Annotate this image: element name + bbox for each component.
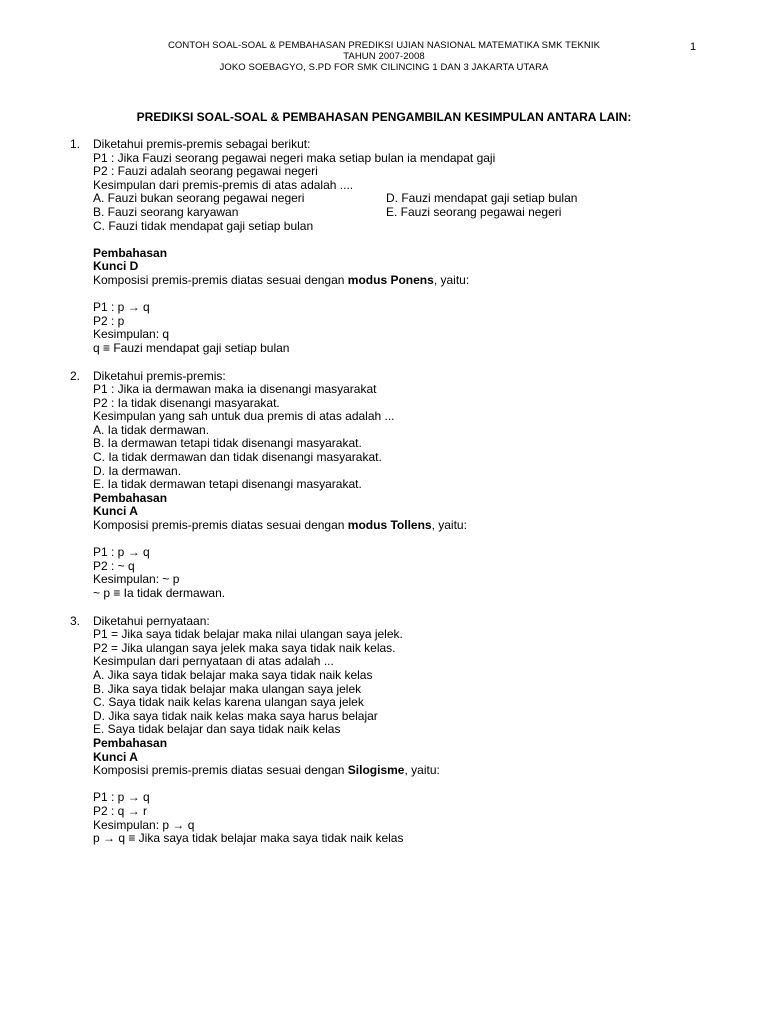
question-number: 2.	[70, 368, 81, 383]
question-1	[70, 138, 730, 356]
option-e: E. Fauzi seorang pegawai negeri	[386, 204, 562, 219]
question-number: 3.	[70, 613, 81, 628]
solution-line-3: Kesimpulan: q	[93, 327, 170, 342]
question-ask: Kesimpulan yang sah untuk dua premis di atas adalah ...	[93, 409, 395, 424]
solution-line-3: Kesimpulan: ~ p	[93, 572, 180, 587]
premise-1: P1 = Jika saya tidak belajar maka nilai ulangan saya jelek.	[93, 627, 403, 642]
question-ask: Kesimpulan dari pernyataan di atas adalah ...	[93, 654, 334, 669]
question-2	[70, 370, 730, 601]
solution-line-1: P1 : p → q	[93, 300, 150, 315]
option-d: D. Ia dermawan.	[93, 463, 182, 478]
question-3	[70, 615, 730, 846]
premise-1: P1 : Jika ia dermawan maka ia disenangi masyarakat	[93, 382, 377, 397]
page-header	[0, 40, 768, 73]
answer-key: Kunci A	[93, 504, 138, 519]
pembahasan-heading: Pembahasan	[93, 245, 168, 260]
rule-name: modus Tollens	[347, 518, 432, 533]
option-a: A. Ia tidak dermawan.	[93, 422, 210, 437]
composition-text: Komposisi premis-premis diatas sesuai dengan modus Ponens, yaitu:	[93, 272, 470, 287]
option-b: B. Fauzi seorang karyawan	[93, 204, 239, 219]
solution-line-1: P1 : p → q	[93, 790, 150, 805]
option-c: C. Fauzi tidak mendapat gaji setiap bulan	[93, 218, 314, 233]
composition-text: Komposisi premis-premis diatas sesuai dengan Silogisme, yaitu:	[93, 763, 440, 778]
composition-text: Komposisi premis-premis diatas sesuai dengan modus Tollens, yaitu:	[93, 518, 467, 533]
rule-name: Silogisme	[347, 763, 405, 778]
solution-line-2: P2 : q → r	[93, 803, 148, 818]
option-b: B. Ia dermawan tetapi tidak disenangi masyarakat.	[93, 436, 362, 451]
question-stem: Diketahui pernyataan:	[93, 613, 210, 628]
option-d: D. Fauzi mendapat gaji setiap bulan	[386, 191, 578, 206]
option-c: C. Ia tidak dermawan dan tidak disenangi masyarakat.	[93, 450, 382, 465]
options-row-1	[93, 192, 730, 206]
option-c: C. Saya tidak naik kelas karena ulangan saya jelek	[93, 695, 364, 710]
premise-2: P2 : Fauzi adalah seorang pegawai negeri	[93, 164, 318, 179]
pembahasan-heading: Pembahasan	[93, 490, 168, 505]
question-stem: Diketahui premis-premis sebagai berikut:	[93, 137, 311, 151]
solution-line-4: q ≡ Fauzi mendapat gaji setiap bulan	[93, 340, 290, 355]
solution-line-3: Kesimpulan: p → q	[93, 817, 195, 832]
premise-1: P1 : Jika Fauzi seorang pegawai negeri maka setiap bulan ia mendapat gaji	[93, 150, 496, 165]
header-line-3: JOKO SOEBAGYO, S.PD FOR SMK CILINCING 1 DAN 3 JAKARTA UTARA	[219, 62, 549, 73]
header-line-2: TAHUN 2007-2008	[343, 51, 425, 62]
question-number: 1.	[70, 137, 81, 151]
answer-key: Kunci D	[93, 259, 139, 274]
premise-2: P2 = Jika ulangan saya jelek maka saya tidak naik kelas.	[93, 640, 396, 655]
options-row-2	[93, 206, 730, 220]
solution-line-2: P2 : ~ q	[93, 558, 135, 573]
option-e: E. Saya tidak belajar dan saya tidak naik kelas	[93, 722, 341, 737]
option-e: E. Ia tidak dermawan tetapi disenangi masyarakat.	[93, 477, 362, 492]
option-a: A. Jika saya tidak belajar maka saya tidak naik kelas	[93, 667, 373, 682]
solution-line-2: P2 : p	[93, 313, 125, 328]
option-d: D. Jika saya tidak naik kelas maka saya harus belajar	[93, 708, 378, 723]
page-number: 1	[690, 41, 697, 53]
solution-line-4: p → q ≡ Jika saya tidak belajar maka saya tidak naik kelas	[93, 831, 404, 846]
option-b: B. Jika saya tidak belajar maka ulangan saya jelek	[93, 681, 362, 696]
answer-key: Kunci A	[93, 749, 138, 764]
header-line-1: CONTOH SOAL-SOAL & PEMBAHASAN PREDIKSI UJIAN NASIONAL MATEMATIKA SMK TEKNIK	[167, 40, 601, 51]
document-body	[70, 138, 730, 860]
rule-name: modus Ponens	[347, 272, 434, 287]
option-a: A. Fauzi bukan seorang pegawai negeri	[93, 191, 305, 206]
premise-2: P2 : Ia tidak disenangi masyarakat.	[93, 395, 280, 410]
solution-line-4: ~ p ≡ Ia tidak dermawan.	[93, 586, 226, 600]
pembahasan-heading: Pembahasan	[93, 735, 168, 750]
solution-line-1: P1 : p → q	[93, 545, 150, 560]
document-title: PREDIKSI SOAL-SOAL & PEMBAHASAN PENGAMBILAN KESIMPULAN ANTARA LAIN:	[136, 110, 632, 124]
question-ask: Kesimpulan dari premis-premis di atas adalah ....	[93, 177, 354, 192]
question-stem: Diketahui premis-premis:	[93, 368, 226, 383]
